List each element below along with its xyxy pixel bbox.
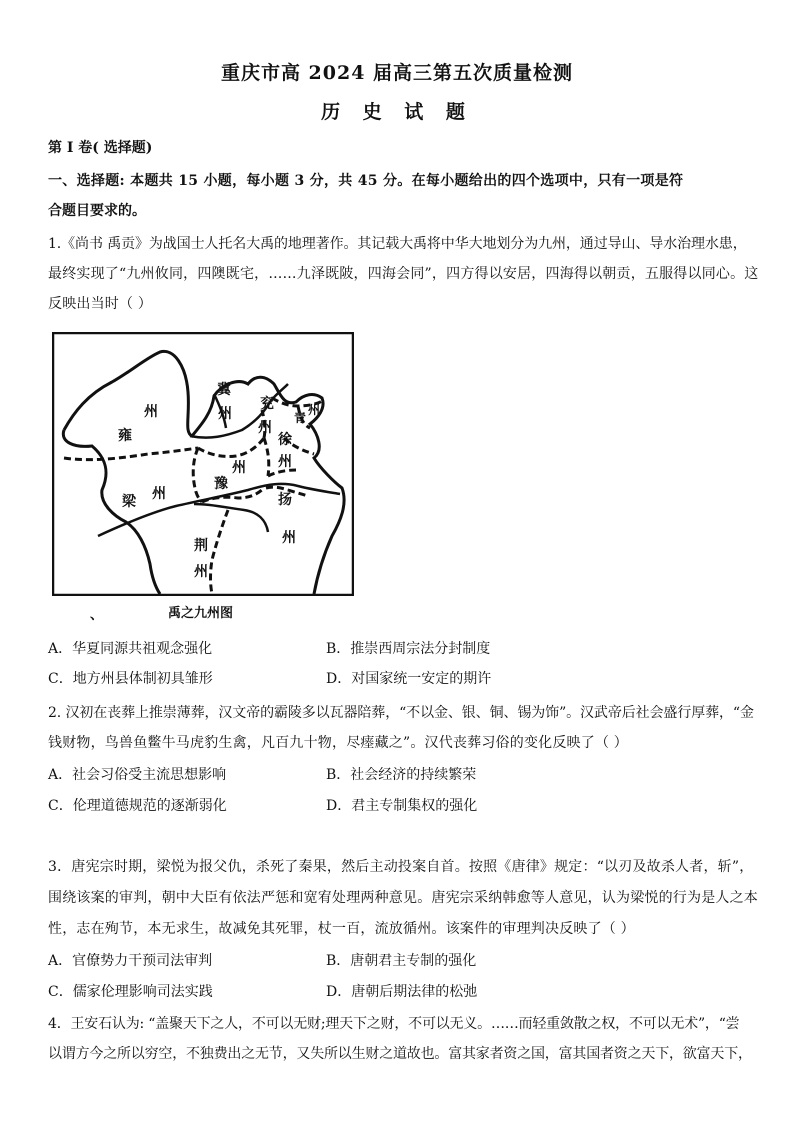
section-instruction-line1: 一、选择题: 本题共 15 小题，每小题 3 分，共 45 分。在每小题给出的四个选项中，只有一项是符	[48, 173, 684, 189]
label-zhou-yang: 州	[282, 530, 296, 546]
label-qing: 青	[294, 411, 307, 425]
q2-option-d[interactable]: D．君主专制集权的强化	[326, 798, 478, 814]
label-yong: 雍	[118, 428, 132, 444]
q1-option-a[interactable]: A．华夏同源共祖观念强化	[48, 641, 213, 657]
q1-option-c[interactable]: C．地方州县体制初具雏形	[48, 671, 213, 687]
label-xu: 徐	[278, 432, 292, 448]
q3-stem-line1: 3．唐宪宗时期，梁悦为报父仇，杀死了秦果，然后主动投案自首。按照《唐律》规定：“以刃及故杀人者，斩”，	[48, 859, 754, 875]
label-zhou-xu: 州	[278, 454, 292, 470]
q2-stem-line1: 2. 汉初在丧葬上推崇薄葬，汉文帝的霸陵多以瓦器陪葬，“不以金、银、铜、锡为饰”。汉武帝后社会盛行厚葬，“金	[48, 705, 754, 721]
label-zhou-liang: 州	[152, 486, 166, 502]
label-ji: 冀	[217, 382, 231, 398]
q3-stem-line3: 性，志在殉节，本无求生，故减免其死罪，杖一百，流放循州。该案件的审理判决反映了（ ）	[48, 921, 635, 937]
q2-option-a[interactable]: A．社会习俗受主流思想影响	[48, 767, 227, 783]
label-zhou-yan: 州	[258, 420, 272, 436]
q2-stem-line2: 钱财物，鸟兽鱼鳖牛马虎豹生禽，凡百九十物，尽瘗藏之”。汉代丧葬习俗的变化反映了（ ）	[48, 735, 629, 751]
q1-option-d[interactable]: D．对国家统一安定的期许	[326, 671, 492, 687]
q1-stem-line1: 1.《尚书 禹贡》为战国士人托名大禹的地理著作。其记载大禹将中华大地划分为九州，通过导山、导水治理水患，	[48, 236, 747, 252]
page-subtitle: 历 史 试 题	[321, 101, 473, 123]
section-instruction-line2: 合题目要求的。	[48, 203, 146, 219]
label-zhou-jing: 州	[194, 564, 208, 580]
q3-option-d[interactable]: D．唐朝后期法律的松弛	[326, 984, 478, 1000]
q1-stem-line2: 最终实现了“九州攸同，四隩既宅，……九泽既陂，四海会同”，四方得以安居，四海得以朝贡，五服得以同心。这	[48, 266, 759, 282]
label-yang: 扬	[278, 492, 292, 508]
map-drawing	[52, 332, 354, 596]
label-zhou-yong: 州	[144, 404, 158, 420]
label-yan: 兖	[260, 396, 274, 412]
q4-stem-line1: 4．王安石认为: “盖聚天下之人，不可以无财;理天下之财，不可以无义。……而轻重敛散之权，不可以无术”，“尝	[48, 1016, 740, 1032]
label-zhou-ji: 州	[218, 406, 232, 422]
label-zhou-yu: 州	[232, 460, 246, 476]
page-title: 重庆市高 2024 届高三第五次质量检测	[220, 62, 574, 84]
q2-option-b[interactable]: B．社会经济的持续繁荣	[326, 767, 477, 783]
q2-option-c[interactable]: C．伦理道德规范的逐渐弱化	[48, 798, 227, 814]
q3-option-c[interactable]: C．儒家伦理影响司法实践	[48, 984, 213, 1000]
label-jing: 荆	[194, 538, 208, 554]
nine-provinces-map	[52, 332, 354, 596]
map-caption: 禹之九州图	[168, 606, 234, 621]
q1-stem-line3: 反映出当时（ ）	[48, 296, 153, 312]
q3-stem-line2: 围绕该案的审判，朝中大臣有依法严惩和宽宥处理两种意见。唐宪宗采纳韩愈等人意见，认为梁悦的行为是人之本	[48, 890, 758, 906]
label-zhou-qing: 州	[308, 403, 321, 417]
part-heading: 第 I 卷( 选择题)	[48, 140, 153, 156]
q3-option-a[interactable]: A．官僚势力干预司法审判	[48, 953, 213, 969]
q4-stem-line2: 以谓方今之所以穷空，不独费出之无节，又失所以生财之道故也。富其家者资之国，富其国者资之天下，欲富天下，	[48, 1046, 752, 1062]
q3-option-b[interactable]: B．唐朝君主专制的强化	[326, 953, 477, 969]
label-liang: 梁	[122, 494, 136, 510]
map-caption-mark: 、	[90, 608, 104, 623]
q1-option-b[interactable]: B．推崇西周宗法分封制度	[326, 641, 491, 657]
label-yu: 豫	[214, 476, 228, 492]
